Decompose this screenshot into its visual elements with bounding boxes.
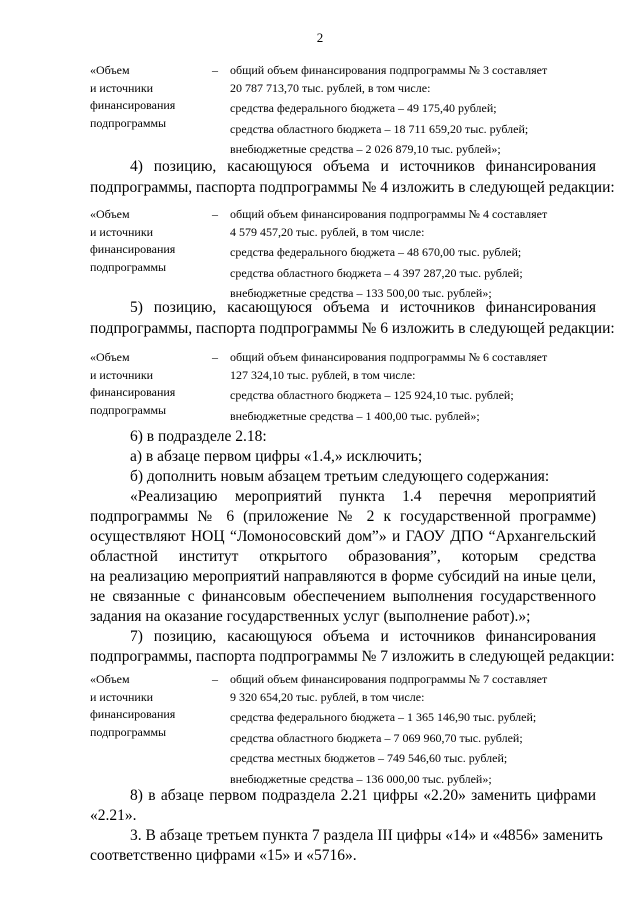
- paragraph-8-line-1: 8) в абзаце первом подраздела 2.21 цифры «2.20» заменить цифрами: [130, 787, 596, 804]
- table-label: «Объем и источники финансирования подпрограммы: [90, 63, 176, 130]
- paragraph-8-line-2: «2.21».: [90, 807, 137, 824]
- table-dash: –: [212, 63, 218, 77]
- paragraph-5-line-1: 5) позицию, касающуюся объема и источников финансирования: [130, 299, 596, 316]
- paragraph-6a: а) в абзаце первом цифры «1.4,» исключить;: [130, 448, 423, 465]
- table-label: «Объем и источники финансирования подпрограммы: [90, 672, 176, 739]
- paragraph-6b: б) дополнить новым абзацем третьим следующего содержания:: [130, 468, 550, 485]
- quote-line-1: «Реализацию мероприятий пункта 1.4 перечня мероприятий: [130, 488, 596, 505]
- quote-line-2: подпрограммы № 6 (приложение № 2 к государственной программе): [90, 508, 596, 525]
- paragraph-4-line-2: подпрограммы, паспорта подпрограммы № 4 изложить в следующей редакции:: [90, 179, 615, 196]
- table-dash: –: [212, 207, 218, 221]
- paragraph-7-line-1: 7) позицию, касающуюся объема и источников финансирования: [130, 628, 596, 645]
- table-label: «Объем и источники финансирования подпрограммы: [90, 350, 176, 417]
- paragraph-6: 6) в подразделе 2.18:: [130, 428, 267, 445]
- table-items: общий объем финансирования подпрограммы № 3 составляет 20 787 713,70 тыс. рублей, в том числе: средства федерального бюджета – 49 175,40 рублей; средства областного бюджета – 18 711 659,20 тыс. рублей; внебюджетные средства – 2 026 879,10 тыс. рублей»;: [230, 63, 548, 156]
- table-items: общий объем финансирования подпрограммы № 7 составляет 9 320 654,20 тыс. рублей, в том числе: средства федерального бюджета – 1 365 146,90 тыс. рублей; средства областного бюджета – 7 069 960,70 тыс. рублей; средства местных бюджетов – 749 546,60 тыс. рублей; внебюджетные средства – 136 000,00 тыс. рублей»;: [230, 672, 548, 786]
- paragraph-5-line-2: подпрограммы, паспорта подпрограммы № 6 изложить в следующей редакции:: [90, 320, 615, 337]
- paragraph-3-line-1: 3. В абзаце третьем пункта 7 раздела III цифры «14» и «4856» заменить: [130, 827, 603, 844]
- table-dash: –: [212, 350, 218, 364]
- quote-line-6: не связанные с финансовым обеспечением выполнения государственного: [90, 588, 596, 605]
- paragraph-4-line-1: 4) позицию, касающуюся объема и источников финансирования: [130, 158, 596, 175]
- table-items: общий объем финансирования подпрограммы № 4 составляет 4 579 457,20 тыс. рублей, в том числе: средства федерального бюджета – 48 670,00 тыс. рублей; средства областного бюджета – 4 397 287,20 тыс. рублей; внебюджетные средства – 133 500,00 тыс. рублей»;: [230, 207, 548, 300]
- paragraph-3-line-2: соответственно цифрами «15» и «5716».: [90, 847, 357, 864]
- quote-line-7: задания на оказание государственных услуг (выполнение работ).»;: [90, 608, 531, 625]
- quote-line-3: осуществляют НОЦ “Ломоносовский дом”» и ГАОУ ДПО “Архангельский: [90, 528, 596, 545]
- quote-line-4: областной институт открытого образования”, которым средства: [90, 548, 596, 565]
- table-items: общий объем финансирования подпрограммы № 6 составляет 127 324,10 тыс. рублей, в том числе: средства областного бюджета – 125 924,10 тыс. рублей; внебюджетные средства – 1 400,00 тыс. рублей»;: [230, 350, 548, 423]
- table-label: «Объем и источники финансирования подпрограммы: [90, 207, 176, 274]
- paragraph-7-line-2: подпрограммы, паспорта подпрограммы № 7 изложить в следующей редакции:: [90, 648, 615, 665]
- quote-line-5: на реализацию мероприятий направляются в форме субсидий на иные цели,: [90, 568, 596, 585]
- page-number: 2: [316, 30, 324, 45]
- table-dash: –: [212, 672, 218, 686]
